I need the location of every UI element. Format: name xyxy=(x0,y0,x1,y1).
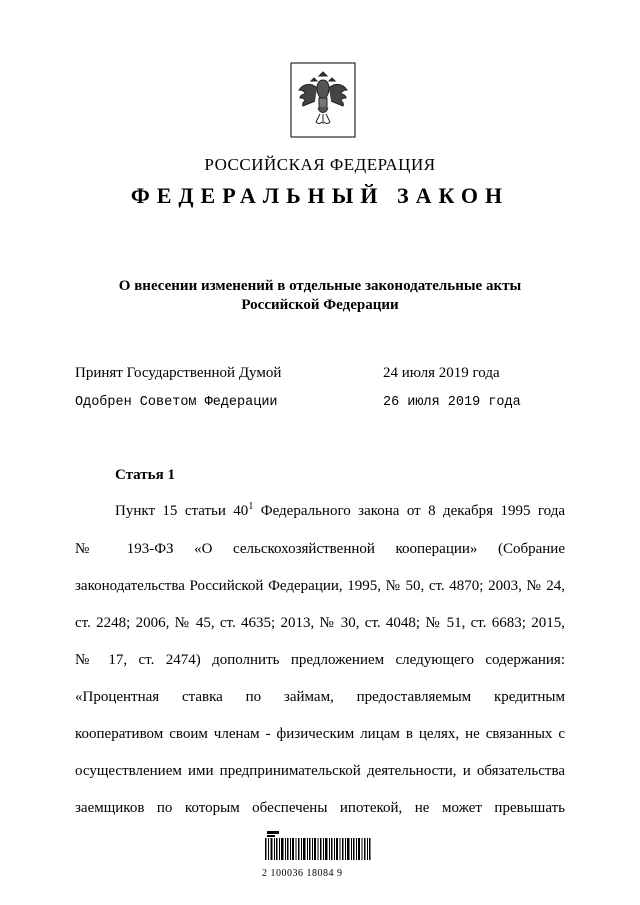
law-type-heading: ФЕДЕРАЛЬНЫЙ ЗАКОН xyxy=(130,183,510,208)
article-heading: Статья 1 xyxy=(115,467,175,483)
adopted-date: 24 июля 2019 года xyxy=(383,365,500,381)
article-line-2: № 193-ФЗ «О сельскохозяйственной кооперации» (Собрание xyxy=(75,541,565,557)
adoption-row-duma xyxy=(75,365,600,385)
adopted-label: Принят Государственной Думой xyxy=(75,365,282,381)
approved-label: Одобрен Советом Федерации xyxy=(75,395,278,410)
article-line-3: законодательства Российской Федерации, 1995, № 50, ст. 4870; 2003, № 24, xyxy=(75,578,565,594)
article-line-1-start: Пункт 15 статьи 40 xyxy=(115,503,249,519)
article-line-8: осуществлением ими предпринимательской деятельности, и обязательства xyxy=(75,763,565,779)
article-superscript: 1 xyxy=(248,501,254,512)
russian-coat-of-arms-icon xyxy=(290,62,356,138)
article-line-9: заемщиков по которым обеспечены ипотекой, не может превышать xyxy=(75,800,565,816)
article-line-6: «Процентная ставка по займам, предоставляемым кредитным xyxy=(75,689,565,705)
barcode-number: 2 100036 18084 9 xyxy=(262,868,343,879)
country-name: РОССИЙСКАЯ ФЕДЕРАЦИЯ xyxy=(204,155,436,174)
article-line-1-end: Федерального закона от 8 декабря 1995 года xyxy=(253,503,565,519)
law-title-line-1: О внесении изменений в отдельные законодательные акты xyxy=(118,278,522,294)
article-line-1 xyxy=(75,503,565,523)
article-line-5: № 17, ст. 2474) дополнить предложением следующего содержания: xyxy=(75,652,565,668)
article-line-4: ст. 2248; 2006, № 45, ст. 4635; 2013, № 30, ст. 4048; № 51, ст. 6683; 2015, xyxy=(75,615,565,631)
barcode-icon xyxy=(263,829,371,869)
law-title-line-2: Российской Федерации xyxy=(241,297,399,313)
approved-date: 26 июля 2019 года xyxy=(383,395,521,410)
law-title xyxy=(100,277,540,315)
article-line-7: кооперативом своим членам - физическим лицам в целях, не связанных с xyxy=(75,726,565,742)
adoption-row-council xyxy=(75,395,600,415)
